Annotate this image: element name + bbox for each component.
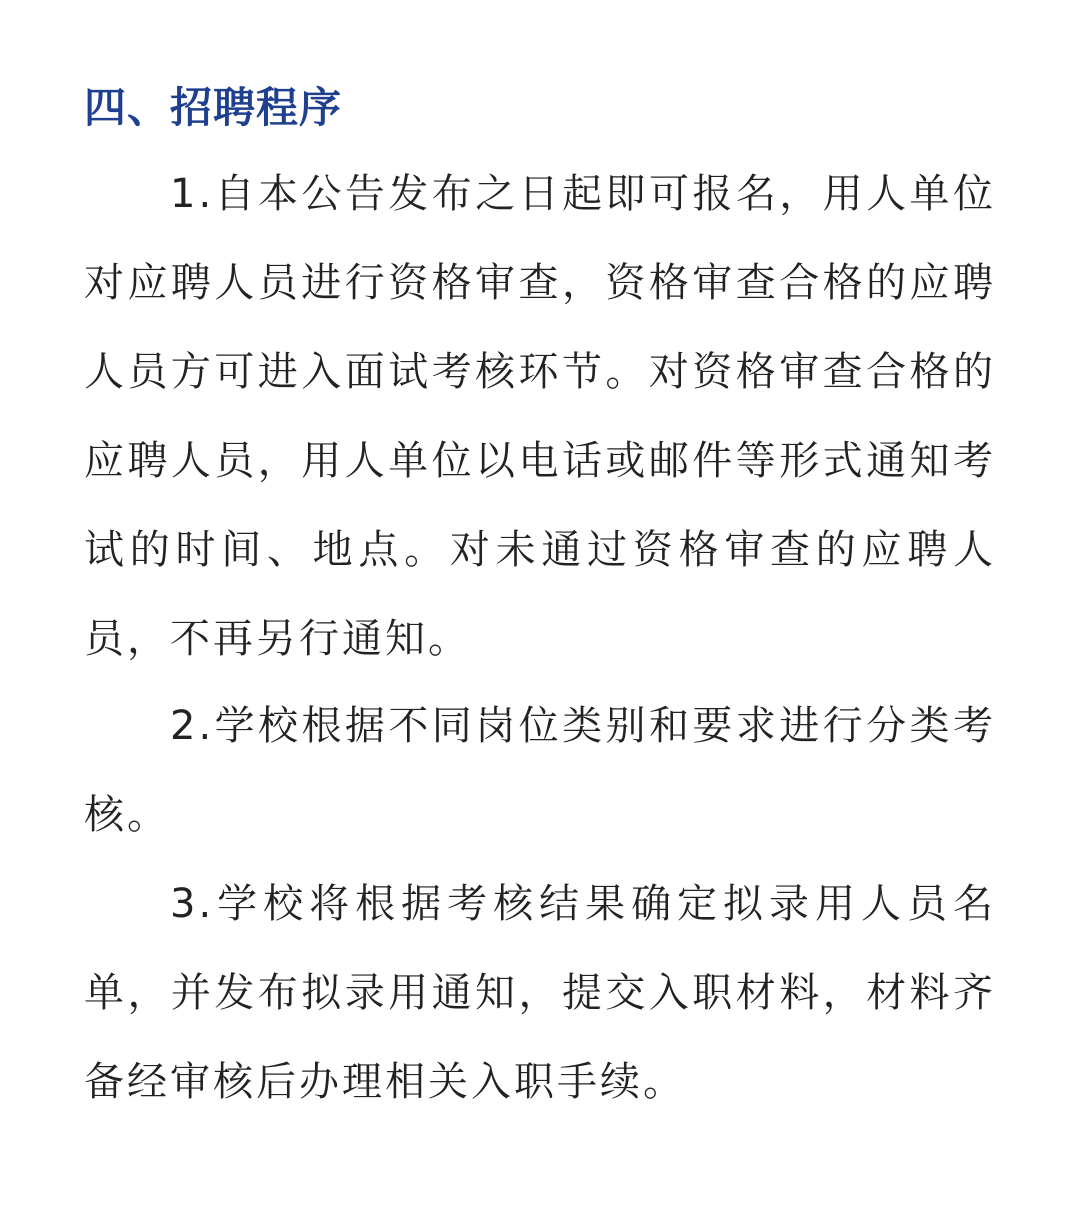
paragraph-assessment: 2.学校根据不同岗位类别和要求进行分类考核。 [84,703,996,838]
section-heading: 四、招聘程序 [84,83,343,132]
paragraph-registration: 1.自本公告发布之日起即可报名，用人单位对应聘人员进行资格审查，资格审查合格的应聘人员方可进入面试考核环节。对资格审查合格的应聘人员，用人单位以电话或邮件等形式通知考试的时间、地点。对未通过资格审查的应聘人员，不再另行通知。 [84,171,996,662]
paragraph-employment: 3.学校将根据考核结果确定拟录用人员名单，并发布拟录用通知，提交入职材料，材料齐备经审核后办理相关入职手续。 [84,881,996,1105]
